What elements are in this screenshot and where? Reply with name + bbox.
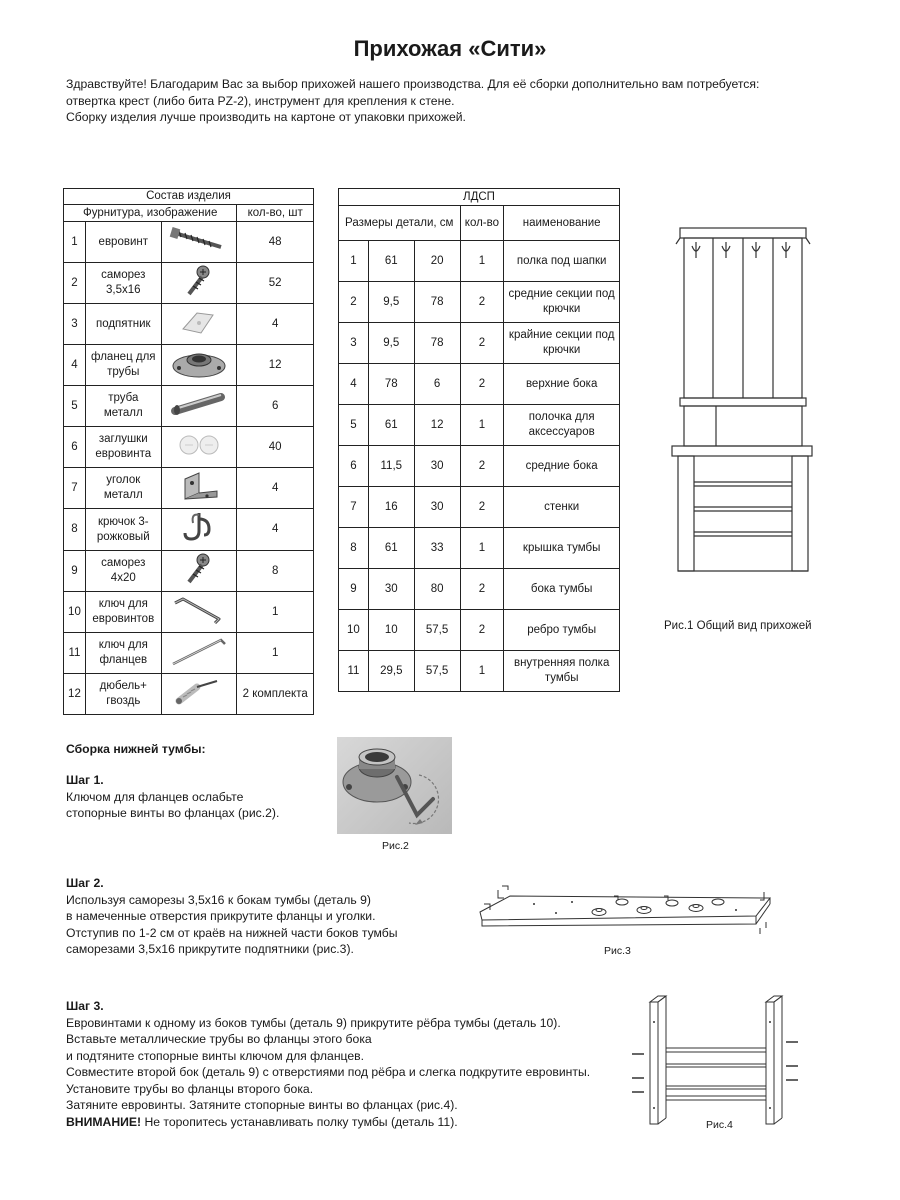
hardware-row-number: 10: [64, 592, 86, 633]
ldsp-row-number: 1: [339, 241, 369, 282]
hardware-row-image: [161, 633, 237, 674]
ldsp-row-size-a: 61: [368, 528, 414, 569]
ldsp-row: [339, 405, 620, 446]
hardware-table: [63, 188, 314, 715]
hardware-col-qty: кол-во, шт: [237, 205, 314, 222]
hardware-row-number: 5: [64, 386, 86, 427]
ldsp-col-name: наименование: [504, 206, 620, 241]
ldsp-row-name: внутренняя полка тумбы: [504, 651, 620, 692]
ldsp-row-size-a: 61: [368, 241, 414, 282]
step3-line: Затяните евровинты. Затяните стопорные винты во фланцах (рис.4).: [66, 1098, 458, 1112]
ldsp-row: [339, 241, 620, 282]
ldsp-row-size-b: 6: [414, 364, 460, 405]
hardware-row-qty: 40: [237, 427, 314, 468]
intro-line: Сборку изделия лучше производить на картоне от упаковки прихожей.: [66, 110, 466, 124]
fig3-caption: Рис.3: [604, 945, 631, 957]
ldsp-row-qty: 2: [460, 446, 504, 487]
hardware-row-number: 3: [64, 304, 86, 345]
ldsp-row-name: бока тумбы: [504, 569, 620, 610]
hardware-row-name: подпятник: [85, 304, 161, 345]
ldsp-row-size-b: 78: [414, 282, 460, 323]
ldsp-col-size: Размеры детали, см: [339, 206, 461, 241]
self-tapping-screw-icon: [169, 577, 229, 589]
step2-line: в намеченные отверстия прикрутите фланцы и уголки.: [66, 909, 376, 923]
hardware-row-qty: 6: [237, 386, 314, 427]
hardware-row-number: 8: [64, 509, 86, 551]
screw-icon: [169, 246, 229, 258]
hardware-row: [64, 674, 314, 715]
step3-line: и подтяните стопорные винты ключом для фланцев.: [66, 1048, 365, 1063]
hardware-row-image: [161, 551, 237, 592]
ldsp-row-size-a: 10: [368, 610, 414, 651]
fig4-caption: Рис.4: [706, 1119, 733, 1131]
pipe-icon: [169, 410, 229, 422]
ldsp-row: [339, 528, 620, 569]
hallway-overview-drawing: [668, 224, 818, 576]
ldsp-row-number: 3: [339, 323, 369, 364]
step2-title: Шаг 2.: [66, 876, 104, 890]
step3-line: Установите трубы во фланцы второго бока.: [66, 1081, 314, 1096]
hardware-row-number: 9: [64, 551, 86, 592]
hardware-row-number: 4: [64, 345, 86, 386]
hardware-row-name: уголок металл: [85, 468, 161, 509]
hardware-row-image: [161, 222, 237, 263]
ldsp-table-title: ЛДСП: [339, 189, 620, 206]
ldsp-row-size-b: 12: [414, 405, 460, 446]
hardware-table-title: Состав изделия: [64, 189, 314, 205]
hardware-row: [64, 633, 314, 674]
step3-line: Совместите второй бок (деталь 9) с отверстиями под рёбра и слегка подкрутите евровинты.: [66, 1065, 591, 1079]
ldsp-row-name: верхние бока: [504, 364, 620, 405]
ldsp-row: [339, 364, 620, 405]
ldsp-row-name: крышка тумбы: [504, 528, 620, 569]
hardware-row-image: [161, 427, 237, 468]
step3-line: Вставьте металлические трубы во фланцы этого бока: [66, 1032, 372, 1046]
hardware-table-body: [64, 222, 314, 715]
ldsp-row-number: 5: [339, 405, 369, 446]
ldsp-row: [339, 282, 620, 323]
hardware-row-name: саморез 3,5х16: [85, 263, 161, 304]
intro-line: отвертка крест (либо бита PZ-2), инструмент для крепления к стене.: [66, 93, 455, 108]
cabinet-frame-drawing: [628, 992, 800, 1132]
hardware-row-name: заглушки евровинта: [85, 427, 161, 468]
ldsp-row-size-a: 11,5: [368, 446, 414, 487]
flange-icon: [169, 371, 229, 383]
ldsp-row-number: 10: [339, 610, 369, 651]
hardware-row: [64, 345, 314, 386]
hardware-row: [64, 304, 314, 345]
allen-key-icon: [169, 659, 229, 671]
ldsp-row-qty: 1: [460, 528, 504, 569]
hardware-row-name: ключ для фланцев: [85, 633, 161, 674]
hardware-row-image: [161, 345, 237, 386]
warning-label: ВНИМАНИЕ!: [66, 1114, 142, 1129]
ldsp-row-qty: 1: [460, 651, 504, 692]
ldsp-row-number: 11: [339, 651, 369, 692]
hardware-row-qty: 8: [237, 551, 314, 592]
ldsp-row-size-a: 61: [368, 405, 414, 446]
step3-line: Евровинтами к одному из боков тумбы (деталь 9) прикрутите рёбра тумбы (деталь 10).: [66, 1015, 561, 1030]
fig2-caption: Рис.2: [382, 840, 409, 852]
ldsp-row: [339, 446, 620, 487]
ldsp-row-qty: 1: [460, 405, 504, 446]
ldsp-row-size-a: 78: [368, 364, 414, 405]
ldsp-row-qty: 2: [460, 487, 504, 528]
ldsp-row-size-a: 29,5: [368, 651, 414, 692]
glide-pad-icon: [169, 328, 229, 340]
ldsp-col-qty: кол-во: [460, 206, 504, 241]
hardware-row-image: [161, 468, 237, 509]
ldsp-row-name: полка под шапки: [504, 241, 620, 282]
ldsp-row-name: стенки: [504, 487, 620, 528]
hardware-row: [64, 509, 314, 551]
hardware-row-number: 7: [64, 468, 86, 509]
hardware-row: [64, 592, 314, 633]
warning-line: [66, 1114, 606, 1131]
ldsp-row-qty: 2: [460, 282, 504, 323]
ldsp-row-size-b: 57,5: [414, 651, 460, 692]
ldsp-row-size-a: 30: [368, 569, 414, 610]
ldsp-row-size-b: 80: [414, 569, 460, 610]
step2-text: [66, 875, 466, 958]
fig1-caption: Рис.1 Общий вид прихожей: [664, 620, 812, 632]
hardware-row-number: 2: [64, 263, 86, 304]
ldsp-row-name: средние бока: [504, 446, 620, 487]
ldsp-row: [339, 651, 620, 692]
step2-line: Отступив по 1-2 см от краёв на нижней части боков тумбы: [66, 925, 398, 940]
step3-text: [66, 998, 606, 1130]
ldsp-row-qty: 2: [460, 569, 504, 610]
ldsp-row-size-b: 30: [414, 446, 460, 487]
hardware-row-name: ключ для евровинтов: [85, 592, 161, 633]
step1-title: Шаг 1.: [66, 773, 104, 787]
hardware-row-qty: 12: [237, 345, 314, 386]
ldsp-row: [339, 323, 620, 364]
ldsp-row: [339, 487, 620, 528]
hardware-row-image: [161, 509, 237, 551]
hardware-row-qty: 4: [237, 468, 314, 509]
hardware-row-name: фланец для трубы: [85, 345, 161, 386]
ldsp-row-size-b: 33: [414, 528, 460, 569]
hardware-row-image: [161, 592, 237, 633]
ldsp-row-number: 4: [339, 364, 369, 405]
ldsp-row-number: 2: [339, 282, 369, 323]
hardware-row-number: 1: [64, 222, 86, 263]
intro-text: [66, 76, 826, 126]
step1-line: стопорные винты во фланцах (рис.2).: [66, 806, 280, 820]
step2-line: саморезами 3,5х16 прикрутите подпятники (рис.3).: [66, 942, 354, 956]
ldsp-row-qty: 1: [460, 241, 504, 282]
dowel-icon: [169, 698, 229, 710]
assembly-heading: Сборка нижней тумбы:: [66, 742, 206, 756]
ldsp-row: [339, 610, 620, 651]
hardware-row-number: 11: [64, 633, 86, 674]
hardware-row-name: евровинт: [85, 222, 161, 263]
ldsp-row-name: ребро тумбы: [504, 610, 620, 651]
ldsp-row-name: полочка для аксессуаров: [504, 405, 620, 446]
ldsp-row: [339, 569, 620, 610]
hook-icon: [169, 536, 229, 548]
hardware-row-qty: 4: [237, 509, 314, 551]
corner-bracket-icon: [169, 494, 229, 506]
hardware-row-name: саморез 4х20: [85, 551, 161, 592]
intro-line: Здравствуйте! Благодарим Вас за выбор прихожей нашего производства. Для её сборки дополнительно вам потребуется:: [66, 77, 760, 91]
hardware-row: [64, 263, 314, 304]
hardware-row: [64, 468, 314, 509]
hardware-col-name: Фурнитура, изображение: [64, 205, 237, 222]
ldsp-row-size-a: 9,5: [368, 323, 414, 364]
hardware-row-name: дюбель+ гвоздь: [85, 674, 161, 715]
side-panel-drawing: [474, 882, 774, 942]
ldsp-row-size-b: 78: [414, 323, 460, 364]
step1-text: [66, 772, 336, 822]
ldsp-row-number: 9: [339, 569, 369, 610]
hardware-row-qty: 2 комплекта: [237, 674, 314, 715]
ldsp-row-size-a: 9,5: [368, 282, 414, 323]
ldsp-row-size-b: 20: [414, 241, 460, 282]
ldsp-row-size-b: 30: [414, 487, 460, 528]
hardware-row: [64, 427, 314, 468]
hardware-row-qty: 1: [237, 633, 314, 674]
hardware-row-qty: 48: [237, 222, 314, 263]
page-title: Прихожая «Сити»: [353, 36, 547, 61]
hardware-row: [64, 222, 314, 263]
hardware-row-name: труба металл: [85, 386, 161, 427]
hardware-row-qty: 1: [237, 592, 314, 633]
hardware-row-qty: 52: [237, 263, 314, 304]
hex-key-icon: [169, 616, 229, 628]
hardware-row-image: [161, 674, 237, 715]
hardware-row: [64, 386, 314, 427]
cap-icon: [169, 451, 229, 463]
hardware-row-image: [161, 263, 237, 304]
ldsp-row-number: 8: [339, 528, 369, 569]
ldsp-table-body: [339, 241, 620, 692]
ldsp-row-qty: 2: [460, 610, 504, 651]
ldsp-row-name: средние секции под крючки: [504, 282, 620, 323]
self-tapping-screw-icon: [169, 289, 229, 301]
flange-with-key-icon: [337, 737, 452, 834]
ldsp-row-size-b: 57,5: [414, 610, 460, 651]
ldsp-row-qty: 2: [460, 323, 504, 364]
ldsp-row-number: 6: [339, 446, 369, 487]
ldsp-table: [338, 188, 620, 692]
ldsp-row-name: крайние секции под крючки: [504, 323, 620, 364]
step2-line: Используя саморезы 3,5х16 к бокам тумбы (деталь 9): [66, 892, 371, 907]
step3-title: Шаг 3.: [66, 999, 104, 1013]
warning-text: Не торопитесь устанавливать полку тумбы (деталь 11).: [141, 1114, 458, 1129]
hardware-row-name: крючок 3-рожковый: [85, 509, 161, 551]
ldsp-row-size-a: 16: [368, 487, 414, 528]
hardware-row-image: [161, 304, 237, 345]
hardware-row-number: 6: [64, 427, 86, 468]
hardware-row-image: [161, 386, 237, 427]
hardware-row-qty: 4: [237, 304, 314, 345]
flange-photo: [337, 737, 452, 834]
ldsp-row-number: 7: [339, 487, 369, 528]
step1-line: Ключом для фланцев ослабьте: [66, 789, 244, 804]
hardware-row-number: 12: [64, 674, 86, 715]
hardware-row: [64, 551, 314, 592]
ldsp-row-qty: 2: [460, 364, 504, 405]
